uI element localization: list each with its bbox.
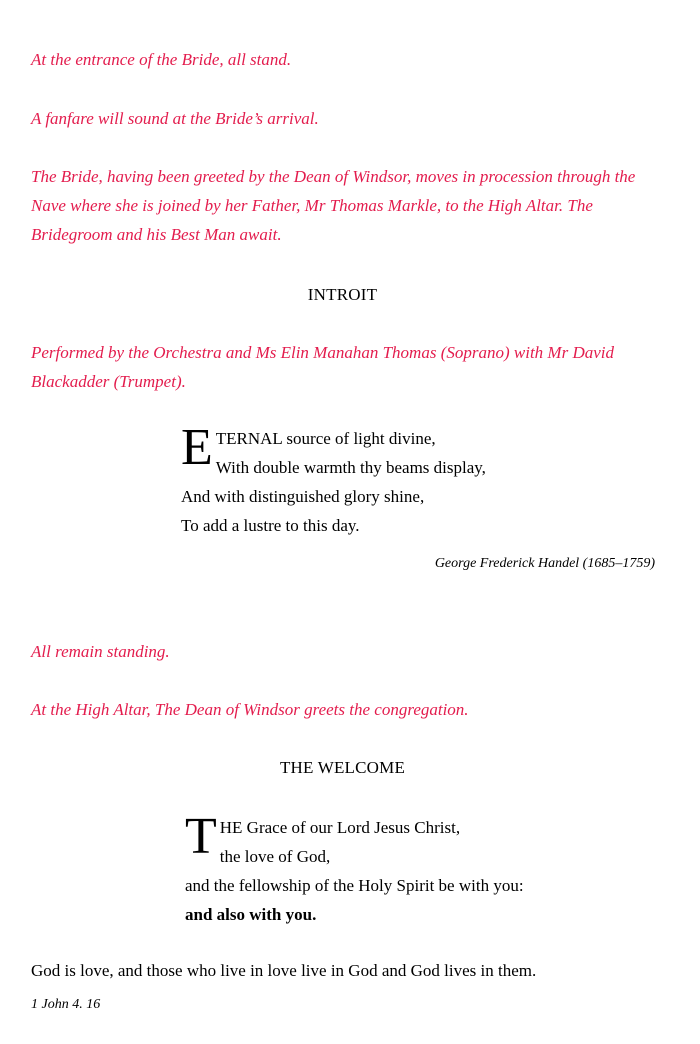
welcome-line-2: the love of God, <box>219 847 331 866</box>
welcome-line-3: and the fellowship of the Holy Spirit be with you: <box>185 876 524 895</box>
rubric-procession: The Bride, having been greeted by the Dean of Windsor, moves in procession through the Nave where she is joined by her Father, Mr Thomas Markle, to the High Altar. The Bridegroom and his Best Man await. <box>31 167 636 244</box>
introit-attribution: George Frederick Handel (1685–1759) <box>434 556 655 571</box>
rubric-performed: Performed by the Orchestra and Ms Elin Manahan Thomas (Soprano) with Mr David Blackadder (Trumpet). <box>31 343 614 391</box>
scripture-text: God is love, and those who live in love live in God and God lives in them. <box>31 961 537 980</box>
welcome-line-1: HE Grace of our Lord Jesus Christ, <box>219 818 461 837</box>
welcome-dropcap: T <box>185 808 217 865</box>
rubric-entrance: At the entrance of the Bride, all stand. <box>31 50 292 69</box>
introit-heading: INTROIT <box>307 285 378 304</box>
introit-line-1: TERNAL source of light divine, <box>215 429 436 448</box>
welcome-verse <box>185 808 524 929</box>
rubric-greets: At the High Altar, The Dean of Windsor greets the congregation. <box>31 700 469 719</box>
scripture-reference: 1 John 4. 16 <box>31 997 101 1012</box>
welcome-heading: THE WELCOME <box>279 758 406 777</box>
introit-line-3: And with distinguished glory shine, <box>181 487 425 506</box>
introit-verse <box>181 419 486 540</box>
introit-dropcap: E <box>181 419 213 476</box>
introit-line-4: To add a lustre to this day. <box>181 516 360 535</box>
introit-line-2: With double warmth thy beams display, <box>215 458 486 477</box>
welcome-response: and also with you. <box>185 905 317 924</box>
rubric-fanfare: A fanfare will sound at the Bride’s arrival. <box>31 109 319 128</box>
rubric-remain: All remain standing. <box>31 642 170 661</box>
